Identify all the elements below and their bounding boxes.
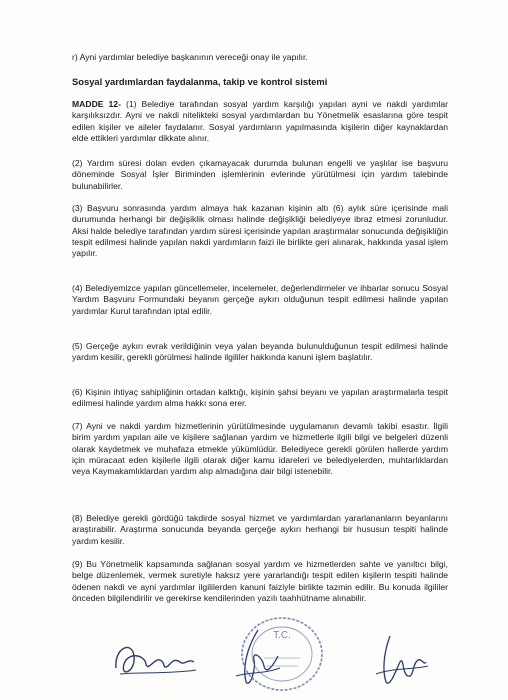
- article-label: MADDE 12-: [72, 99, 121, 109]
- stamp-text: T.C.: [273, 630, 291, 641]
- signature-right: [370, 630, 430, 690]
- article-paragraph-1: [72, 99, 448, 144]
- section-title: Sosyal yardımlardan faydalanma, takip ve kontrol sistemi: [72, 76, 328, 87]
- signature-left: [110, 628, 200, 688]
- list-item-r: r) Ayni yardımlar belediye başkanının vereceği onay ile yapılır.: [72, 52, 308, 62]
- article-paragraph-6: (6) Kişinin ihtiyaç sahipliğinin ortadan kalktığı, kişinin şahsi beyanı ve yapılan araştırmalarla tespit edilmesi halinde yardım alma hakkı sona erer.: [72, 387, 448, 409]
- article-paragraph-7: (7) Ayni ve nakdi yardım hizmetlerinin yürütülmesinde uygulamanın devamlı takibi esastır. İlgili birim yardım yapılan aile ve kişilere sağlanan yardım ve hizmetlerle ilgili bilgi ve belgeleri düzenli olarak kaydetmek ve muhafaza etmekle yükümlüdür. Belediyece gerekli görülen hallerde yardım için müracaat eden kişilerle ilgili olarak diğer kamu idareleri ve belediyelerden, muhtarlıklardan veya Kaymakamlıklardan yardım alıp almadığına dair bilgi istenebilir.: [72, 421, 448, 477]
- article-paragraph-9: (9) Bu Yönetmelik kapsamında sağlanan sosyal yardım ve hizmetlerden sahte ve yanıltıcı bilgi, belge düzenlemek, vermek suretiyle haksız yere yararlandığı tespit edilen kişilerin tespiti halinde ödenen nakdi ve ayni yardımlar ilgililerden kanuni faiziyle birlikte tazmin edilir. Bu konuda ilgililer önceden bilgilendirilir ve gerekirse kendilerinden yazılı taahhütname alınabilir.: [72, 559, 448, 603]
- article-paragraph-5: (5) Gerçeğe aykırı evrak verildiğinin veya yalan beyanda bulunulduğunun tespit edilmesi halinde yardım kesilir, gerekli görülmesi halinde ilgililer hakkında kanuni işlem başlatılır.: [72, 341, 448, 363]
- article-paragraph-4: (4) Belediyemizce yapılan güncellemeler, incelemeler, değerlendirmeler ve ihbarlar sonucu Sosyal Yardım Başvuru Formundaki beyanın gerçeğe aykırı olduğunun tespit edilmesi halinde yapılan yardımlar Kurul tarafından iptal edilir.: [72, 283, 448, 316]
- article-paragraph-2: (2) Yardım süresi dolan evden çıkamayacak durumda bulunan engelli ve yaşlılar ise başvuru döneminde Sosyal İşler Biriminden işlemlerinin evlerinde yürütülmesi için yardım talebinde bulunabilirler.: [72, 158, 448, 191]
- article-paragraph-8: (8) Belediye gerekli gördüğü takdirde sosyal hizmet ve yardımlardan yararlananların beyanlarını araştırabilir. Araştırma sonucunda beyanda gerçeğe aykırı herhangi bir hususun tespiti halinde yardım kesilir.: [72, 513, 448, 546]
- official-stamp: [236, 614, 328, 694]
- article-p1-text: (1) Belediye tarafından sosyal yardım karşılığı yapılan ayni ve nakdi yardımlar karşılıksızdır. Ayni ve nakdi nitelikteki sosyal yardımlardan bu Yönetmelik esaslarına göre tespit edilen kişiler ve aileler faydalanır. Sosyal yardımların yapılmasında kişilerin diğer kaynaklardan elde ettikleri yardımlar dikkate alınır.: [72, 99, 448, 143]
- article-paragraph-3: (3) Başvuru sonrasında yardım almaya hak kazanan kişinin altı (6) aylık süre içerisinde mali durumunda herhangi bir değişiklik olması halinde değişikliği belediyeye ibraz etmesi zorunludur. Aksi halde belediye tarafından yardım süresi içerisinde yapılan araştırmalar sonucunda değişikliğin tespit edilmesi halinde yapılan nakdi yardımların faizi ile birlikte geri alınarak, hakkında yasal işlem yapılır.: [72, 203, 448, 259]
